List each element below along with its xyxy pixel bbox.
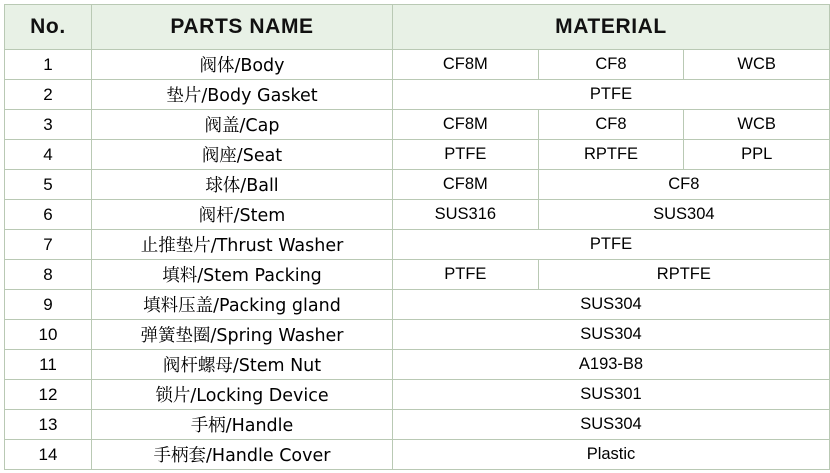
table-row (5, 200, 830, 230)
table-row (5, 350, 830, 380)
table-row (5, 230, 830, 260)
table-row (5, 380, 830, 410)
cell-part-name: 阀体/Body (92, 50, 393, 80)
cell-material-1: CF8M (393, 50, 539, 80)
table-row (5, 110, 830, 140)
table-row (5, 440, 830, 470)
cell-material-2: RPTFE (538, 260, 829, 290)
cell-no: 7 (5, 230, 92, 260)
cell-no: 6 (5, 200, 92, 230)
cell-part-name: 止推垫片/Thrust Washer (92, 230, 393, 260)
cell-part-name: 锁片/Locking Device (92, 380, 393, 410)
cell-no: 11 (5, 350, 92, 380)
cell-no: 3 (5, 110, 92, 140)
table-header (5, 5, 830, 50)
cell-part-name: 手柄/Handle (92, 410, 393, 440)
table-row (5, 170, 830, 200)
cell-no: 5 (5, 170, 92, 200)
cell-material-1: PTFE (393, 140, 539, 170)
cell-material-3: WCB (684, 110, 830, 140)
cell-material-2: SUS304 (538, 200, 829, 230)
cell-no: 9 (5, 290, 92, 320)
cell-part-name: 阀盖/Cap (92, 110, 393, 140)
cell-material-1: SUS304 (393, 410, 830, 440)
table-row (5, 80, 830, 110)
table-row (5, 410, 830, 440)
cell-material-1: PTFE (393, 80, 830, 110)
cell-part-name: 手柄套/Handle Cover (92, 440, 393, 470)
cell-part-name: 填料/Stem Packing (92, 260, 393, 290)
cell-material-1: SUS304 (393, 320, 830, 350)
cell-part-name: 阀杆/Stem (92, 200, 393, 230)
cell-part-name: 弹簧垫圈/Spring Washer (92, 320, 393, 350)
table-body (5, 50, 830, 470)
cell-material-2: CF8 (538, 50, 684, 80)
cell-material-1: CF8M (393, 170, 539, 200)
cell-material-3: WCB (684, 50, 830, 80)
cell-material-1: Plastic (393, 440, 830, 470)
cell-part-name: 填料压盖/Packing gland (92, 290, 393, 320)
cell-no: 2 (5, 80, 92, 110)
cell-material-1: A193-B8 (393, 350, 830, 380)
cell-material-2: CF8 (538, 110, 684, 140)
cell-no: 13 (5, 410, 92, 440)
cell-material-1: SUS316 (393, 200, 539, 230)
cell-no: 4 (5, 140, 92, 170)
table-row (5, 320, 830, 350)
cell-material-1: CF8M (393, 110, 539, 140)
cell-material-3: PPL (684, 140, 830, 170)
cell-no: 8 (5, 260, 92, 290)
cell-no: 10 (5, 320, 92, 350)
column-header-no: No. (5, 5, 92, 50)
cell-material-2: RPTFE (538, 140, 684, 170)
header-row (5, 5, 830, 50)
cell-material-1: PTFE (393, 230, 830, 260)
column-header-material: MATERIAL (393, 5, 830, 50)
cell-part-name: 阀座/Seat (92, 140, 393, 170)
table-row (5, 260, 830, 290)
cell-material-1: SUS304 (393, 290, 830, 320)
cell-material-1: SUS301 (393, 380, 830, 410)
table-row (5, 290, 830, 320)
cell-part-name: 球体/Ball (92, 170, 393, 200)
cell-no: 1 (5, 50, 92, 80)
cell-part-name: 垫片/Body Gasket (92, 80, 393, 110)
cell-material-1: PTFE (393, 260, 539, 290)
cell-material-2: CF8 (538, 170, 829, 200)
cell-part-name: 阀杆螺母/Stem Nut (92, 350, 393, 380)
table-row (5, 50, 830, 80)
parts-material-table (4, 4, 830, 470)
cell-no: 14 (5, 440, 92, 470)
column-header-parts-name: PARTS NAME (92, 5, 393, 50)
cell-no: 12 (5, 380, 92, 410)
table-row (5, 140, 830, 170)
